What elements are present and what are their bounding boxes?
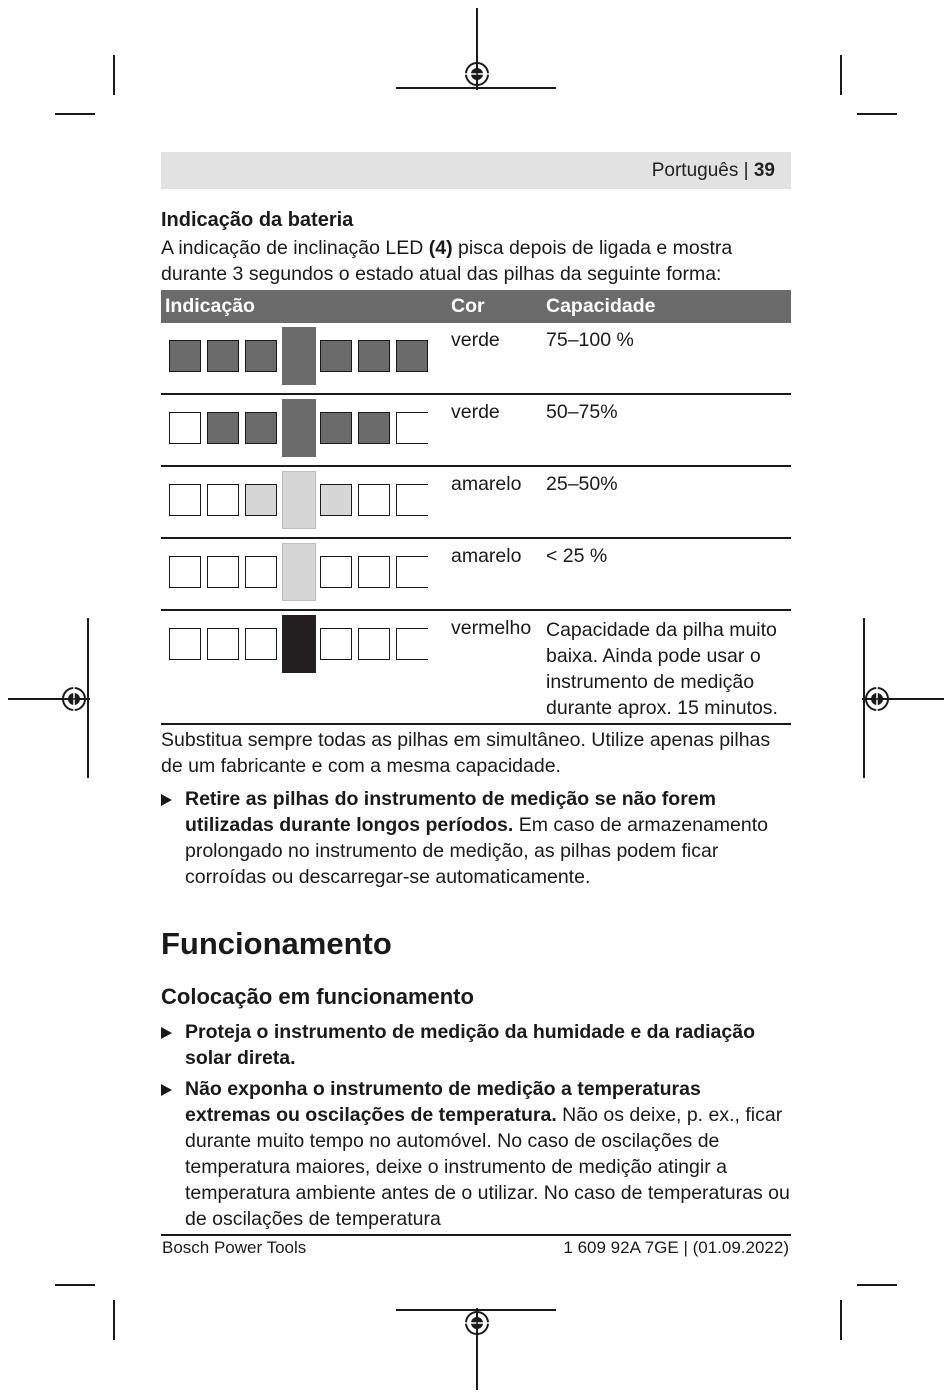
page-content — [161, 205, 791, 1232]
registration-line — [396, 87, 556, 89]
led-segment — [169, 412, 201, 444]
led-segment — [320, 412, 352, 444]
led-segment — [320, 628, 352, 660]
led-segment — [396, 628, 428, 660]
led-segment — [396, 556, 428, 588]
table-row — [161, 466, 791, 538]
battery-warning-bullet: Retire as pilhas do instrumento de medição se não forem utilizadas durante longos períodos. Em caso de armazenamento prolongado no instrumento de medição, as pilhas podem ficar corroídas ou descarregar-se automaticamente. — [161, 786, 791, 890]
footer-rule — [161, 1234, 791, 1236]
color-cell: verde — [451, 329, 500, 351]
led-center-segment — [282, 615, 316, 673]
page-number: 39 — [753, 160, 775, 181]
footer-publisher: Bosch Power Tools — [162, 1238, 307, 1257]
crop-mark — [113, 1300, 115, 1340]
led-display — [165, 327, 443, 389]
color-cell: verde — [451, 401, 500, 423]
led-segment — [320, 556, 352, 588]
battery-intro: A indicação de inclinação LED (4) pisca depois de ligada e mostra durante 3 segundos o estado atual das pilhas da seguinte forma: — [161, 237, 733, 285]
color-cell: amarelo — [451, 473, 522, 495]
led-indicator-cell — [161, 538, 447, 610]
table-row — [161, 610, 791, 724]
led-segment — [207, 412, 239, 444]
registration-target-icon — [864, 686, 890, 712]
header-language: Português — [651, 160, 739, 181]
color-cell: amarelo — [451, 545, 522, 567]
led-segment — [396, 484, 428, 516]
led-segment — [169, 628, 201, 660]
led-display — [165, 615, 443, 677]
led-indicator-cell — [161, 394, 447, 466]
led-center-segment — [282, 543, 316, 601]
table-row — [161, 538, 791, 610]
color-cell: vermelho — [451, 617, 532, 639]
led-segment — [320, 340, 352, 372]
capacity-cell: 50–75% — [546, 401, 618, 423]
led-segment — [358, 628, 390, 660]
capacity-cell: 25–50% — [546, 473, 618, 495]
table-row — [161, 394, 791, 466]
led-indicator-cell — [161, 323, 447, 394]
led-segment — [358, 340, 390, 372]
operation-subheading: Colocação em funcionamento — [161, 984, 474, 1009]
led-segment — [207, 628, 239, 660]
registration-line — [87, 618, 89, 778]
battery-table — [161, 290, 791, 725]
header-text: Português | 39 — [651, 160, 775, 181]
led-display — [165, 399, 443, 461]
bullet-triangle-icon — [161, 1084, 172, 1096]
led-segment — [358, 556, 390, 588]
crop-mark — [840, 55, 842, 95]
led-indicator-cell — [161, 610, 447, 724]
led-segment — [245, 556, 277, 588]
led-segment — [207, 484, 239, 516]
crop-mark — [113, 55, 115, 95]
led-segment — [207, 556, 239, 588]
footer-doc-id: 1 609 92A 7GE | (01.09.2022) — [563, 1238, 789, 1257]
led-indicator-cell — [161, 466, 447, 538]
table-header-cor: Cor — [447, 290, 542, 323]
capacity-cell: 75–100 % — [546, 329, 634, 351]
crop-mark — [857, 1284, 897, 1286]
table-header-capacidade: Capacidade — [542, 290, 791, 323]
battery-note: Substitua sempre todas as pilhas em simultâneo. Utilize apenas pilhas de um fabricante e com a mesma capacidade. — [161, 729, 771, 777]
capacity-cell: < 25 % — [546, 545, 608, 567]
registration-target-icon — [464, 61, 490, 87]
led-display — [165, 471, 443, 533]
capacity-cell: Capacidade da pilha muito baixa. Ainda pode usar o instrumento de medição durante aprox. 15 minutos. — [546, 619, 778, 719]
operation-heading: Funcionamento — [161, 926, 392, 961]
led-segment — [245, 628, 277, 660]
led-segment — [169, 484, 201, 516]
page-header — [161, 152, 791, 189]
bullet-triangle-icon — [161, 794, 172, 806]
led-segment — [245, 484, 277, 516]
led-segment — [169, 556, 201, 588]
led-segment — [207, 340, 239, 372]
registration-target-icon — [464, 1310, 490, 1336]
table-row — [161, 323, 791, 394]
operation-bullet-1: Proteja o instrumento de medição da humidade e da radiação solar direta. — [161, 1019, 791, 1071]
led-segment — [245, 340, 277, 372]
registration-target-icon — [61, 686, 87, 712]
crop-mark — [55, 113, 95, 115]
led-segment — [169, 340, 201, 372]
battery-heading: Indicação da bateria — [161, 209, 354, 231]
led-segment — [396, 412, 428, 444]
crop-mark — [857, 113, 897, 115]
led-center-segment — [282, 399, 316, 457]
led-center-segment — [282, 327, 316, 385]
table-header-indicacao: Indicação — [161, 290, 447, 323]
led-segment — [396, 340, 428, 372]
crop-mark — [840, 1300, 842, 1340]
led-display — [165, 543, 443, 605]
bullet-triangle-icon — [161, 1027, 172, 1039]
led-segment — [320, 484, 352, 516]
operation-bullet-2: Não exponha o instrumento de medição a temperaturas extremas ou oscilações de temperatura. Não os deixe, p. ex., ficar durante muito tempo no automóvel. No caso de oscilações de temperatura maiores, deixe o instrumento de medição atingir a temperatura ambiente antes de o utilizar. No caso de temperaturas ou de oscilações de temperatura — [161, 1076, 791, 1232]
crop-mark — [55, 1284, 95, 1286]
led-center-segment — [282, 471, 316, 529]
led-segment — [358, 412, 390, 444]
led-segment — [358, 484, 390, 516]
led-segment — [245, 412, 277, 444]
